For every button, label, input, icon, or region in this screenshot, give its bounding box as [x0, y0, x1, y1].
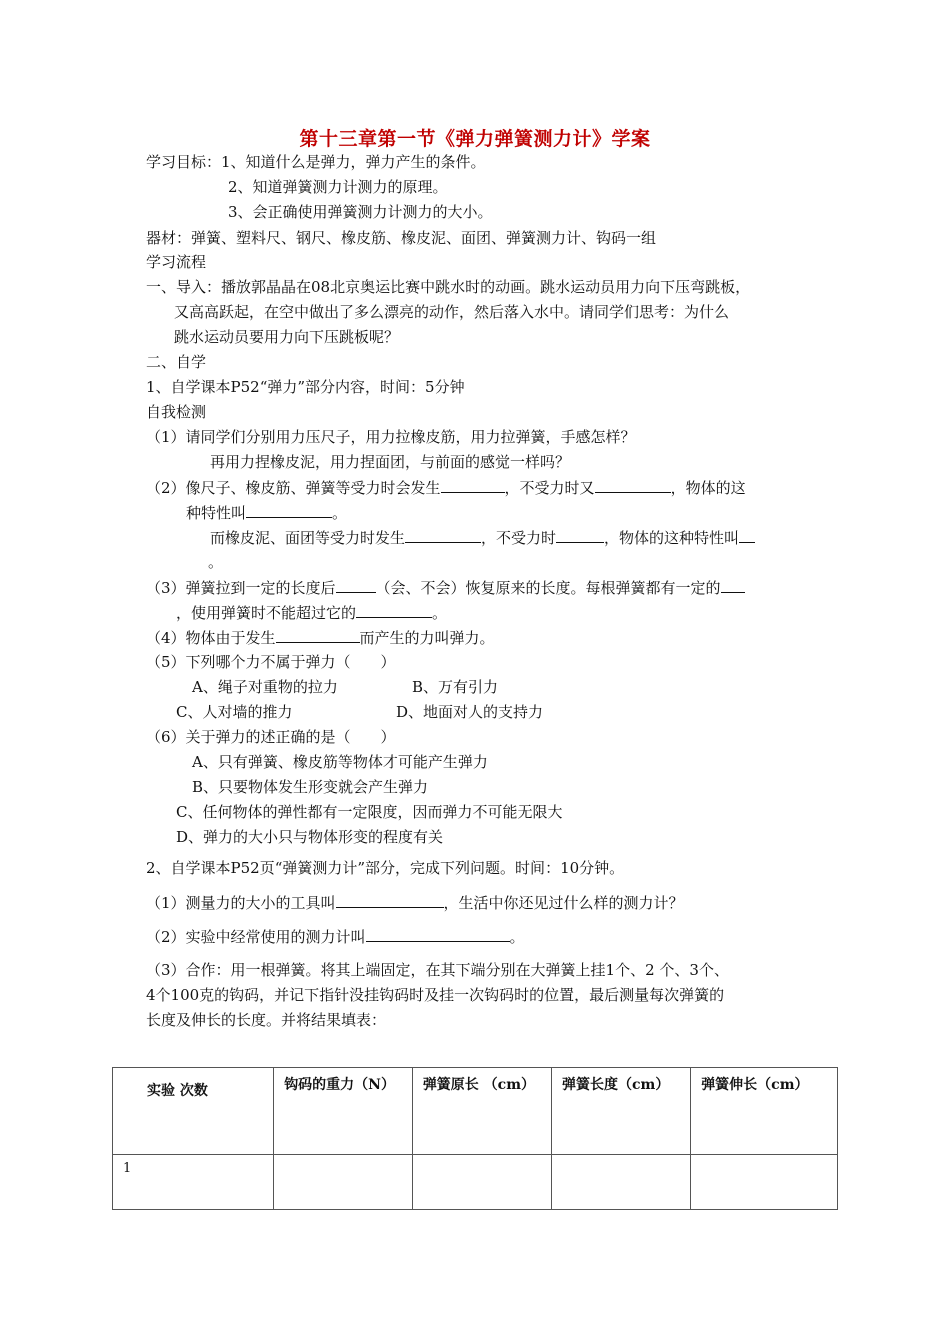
table-cell[interactable]: [274, 1155, 413, 1210]
section1-heading: 1、自学课本P52“弹力”部分内容，时间：5分钟: [146, 378, 465, 396]
answer-blank[interactable]: [366, 926, 510, 942]
section2-question-3: （3）合作：用一根弹簧。将其上端固定，在其下端分别在大弹簧上挂1个、2 个、3个、: [146, 961, 729, 979]
option-c[interactable]: C、人对墙的推力: [176, 703, 293, 721]
question-text: （2）实验中经常使用的测力计叫: [146, 928, 366, 946]
question-text: 。: [509, 928, 525, 946]
results-table: [112, 1067, 838, 1210]
table-cell[interactable]: [412, 1155, 551, 1210]
column-header: 实验 次数: [113, 1068, 274, 1155]
answer-blank[interactable]: [356, 602, 432, 618]
question-2d: 。: [208, 553, 224, 571]
option-d[interactable]: D、弹力的大小只与物体形变的程度有关: [176, 828, 444, 846]
self-study-heading: 二、自学: [146, 353, 207, 371]
answer-blank[interactable]: [405, 527, 481, 543]
question-text: 种特性叫: [186, 504, 247, 522]
answer-blank[interactable]: [276, 627, 360, 643]
goals-label: 学习目标：: [146, 153, 222, 171]
table-row: [113, 1155, 838, 1210]
answer-blank[interactable]: [721, 577, 745, 593]
equipment-line: 器材：弹簧、塑料尺、钢尺、橡皮筋、橡皮泥、面团、弹簧测力计、钩码一组: [146, 229, 657, 247]
question-3a: [146, 577, 745, 598]
column-header: 钩码的重力（N）: [274, 1068, 413, 1155]
column-header: 弹簧长度（cm）: [552, 1068, 691, 1155]
option-c[interactable]: C、任何物体的弹性都有一定限度，因而弹力不可能无限大: [176, 803, 563, 821]
question-1a: （1）请同学们分别用力压尺子，用力拉橡皮筋，用力拉弹簧，手感怎样？: [146, 428, 636, 446]
column-header: 弹簧原长 （cm）: [412, 1068, 551, 1155]
option-a[interactable]: A、绳子对重物的拉力: [192, 678, 338, 696]
option-b[interactable]: B、万有引力: [412, 678, 499, 696]
section2-question-1: [146, 892, 684, 913]
flow-heading: 学习流程: [146, 253, 207, 271]
question-text: ，物体的这种特性叫: [604, 529, 740, 547]
question-text: ，不受力时: [481, 529, 557, 547]
question-text: （会、不会）恢复原来的长度。每根弹簧都有一定的: [375, 579, 721, 597]
question-text: 。: [432, 604, 448, 622]
table-cell[interactable]: [552, 1155, 691, 1210]
answer-blank[interactable]: [246, 502, 332, 518]
intro-line: 又高高跃起，在空中做出了多么漂亮的动作，然后落入水中。请同学们思考：为什么: [174, 303, 730, 321]
option-d[interactable]: D、地面对人的支持力: [396, 703, 544, 721]
column-header: 弹簧伸长（cm）: [691, 1068, 838, 1155]
question-text: （1）测量力的大小的工具叫: [146, 894, 336, 912]
question-text: ，生活中你还见过什么样的测力计？: [443, 894, 684, 912]
question-text: 而产生的力叫弹力。: [359, 629, 495, 647]
intro-line: 跳水运动员要用力向下压跳板呢？: [174, 328, 400, 346]
table-cell[interactable]: [691, 1155, 838, 1210]
intro-line: 一、导入：播放郭晶晶在08北京奥运比赛中跳水时的动画。跳水运动员用力向下压弯跳板，: [146, 278, 751, 296]
section2-question-3: 长度及伸长的长度。并将结果填表：: [146, 1011, 387, 1029]
question-text: ，不受力时又: [504, 479, 595, 497]
table-header-row: [113, 1068, 838, 1155]
answer-blank[interactable]: [441, 477, 505, 493]
question-text: （4）物体由于发生: [146, 629, 276, 647]
question-2a: [146, 477, 746, 498]
question-5: （5）下列哪个力不属于弹力（ ）: [146, 653, 396, 671]
goals-line-1: [146, 152, 486, 172]
self-check-heading: 自我检测: [146, 403, 207, 421]
goal-item: 1、知道什么是弹力，弹力产生的条件。: [221, 153, 486, 171]
question-text: ，物体的这: [670, 479, 746, 497]
question-6: （6）关于弹力的述正确的是（ ）: [146, 728, 396, 746]
section2-question-2: [146, 926, 525, 947]
answer-blank[interactable]: [595, 477, 671, 493]
answer-blank[interactable]: [556, 527, 604, 543]
question-text: 而橡皮泥、面团等受力时发生: [210, 529, 406, 547]
section2-heading: 2、自学课本P52页“弹簧测力计”部分，完成下列问题。时间：10分钟。: [146, 859, 625, 877]
section2-question-3: 4个100克的钩码，并记下指针没挂钩码时及挂一次钩码时的位置，最后测量每次弹簧的: [146, 986, 725, 1004]
question-3b: [176, 602, 447, 623]
answer-blank[interactable]: [336, 892, 444, 908]
question-2b: [186, 502, 347, 523]
table-cell[interactable]: 1: [113, 1155, 274, 1210]
option-a[interactable]: A、只有弹簧、橡皮筋等物体才可能产生弹力: [192, 753, 488, 771]
question-2c: [210, 527, 755, 548]
question-1b: 再用力捏橡皮泥，用力捏面团，与前面的感觉一样吗？: [210, 453, 571, 471]
goal-item: 2、知道弹簧测力计测力的原理。: [228, 178, 448, 196]
question-text: （3）弹簧拉到一定的长度后: [146, 579, 336, 597]
question-text: 。: [332, 504, 348, 522]
goal-item: 3、会正确使用弹簧测力计测力的大小。: [228, 203, 493, 221]
answer-blank[interactable]: [739, 527, 755, 543]
option-b[interactable]: B、只要物体发生形变就会产生弹力: [192, 778, 429, 796]
answer-blank[interactable]: [336, 577, 376, 593]
question-text: ，使用弹簧时不能超过它的: [176, 604, 357, 622]
question-text: （2）像尺子、橡皮筋、弹簧等受力时会发生: [146, 479, 441, 497]
question-4: [146, 627, 495, 648]
page-title: 第十三章第一节《弹力弹簧测力计》学案: [299, 128, 651, 150]
